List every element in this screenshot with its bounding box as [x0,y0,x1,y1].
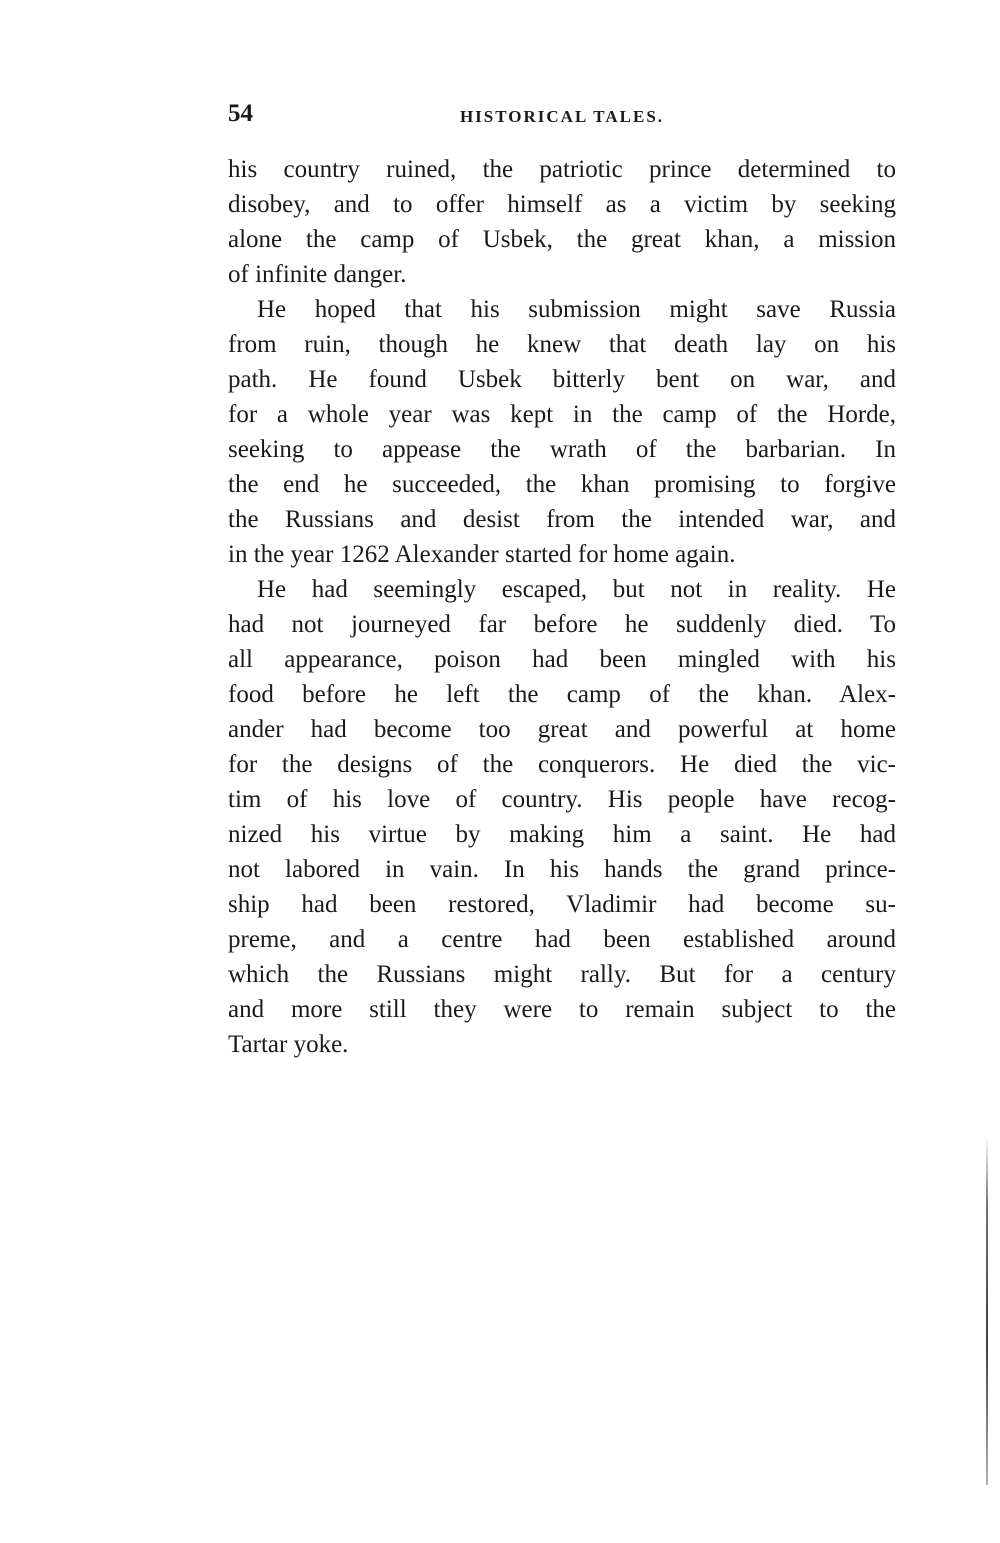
text-line: which the Russians might rally. But for a century [228,961,896,988]
text-line: his country ruined, the patriotic prince determined to [228,156,896,183]
text-line: ander had become too great and powerful at home [228,716,896,743]
text-line: seeking to appease the wrath of the barbarian. In [228,436,896,463]
text-line: from ruin, though he knew that death lay on his [228,331,896,358]
text-line: path. He found Usbek bitterly bent on war, and [228,366,896,393]
text-line: preme, and a centre had been established around [228,926,896,953]
text-line: nized his virtue by making him a saint. He had [228,821,896,848]
text-line: ship had been restored, Vladimir had become su- [228,891,896,918]
text-line: disobey, and to offer himself as a victim by seeking [228,191,896,218]
text-line: for the designs of the conquerors. He died the vic- [228,751,896,778]
text-line: of infinite danger. [228,261,407,288]
scan-edge-line [986,1135,988,1485]
text-line: and more still they were to remain subject to the [228,996,896,1023]
running-head [228,96,896,136]
text-line: in the year 1262 Alexander started for home again. [228,541,736,568]
paragraph [228,572,896,1062]
text-line: He had seemingly escaped, but not in reality. He [257,576,896,603]
text-line: tim of his love of country. His people have recog- [228,786,896,813]
text-line: not labored in vain. In his hands the grand prince- [228,856,896,883]
text-line: all appearance, poison had been mingled with his [228,646,896,673]
text-line: He hoped that his submission might save Russia [257,296,896,323]
text-line: Tartar yoke. [228,1031,349,1058]
text-line: food before he left the camp of the khan. Alex- [228,681,896,708]
text-line: for a whole year was kept in the camp of the Horde, [228,401,896,428]
paragraph [228,292,896,572]
body-text [228,152,896,1062]
text-line: alone the camp of Usbek, the great khan, a mission [228,226,896,253]
running-title: HISTORICAL TALES. [459,107,665,126]
paragraph [228,152,896,292]
text-line: had not journeyed far before he suddenly died. To [228,611,896,638]
text-line: the end he succeeded, the khan promising to forgive [228,471,896,498]
text-line: the Russians and desist from the intended war, and [228,506,896,533]
page-number: 54 [228,100,253,127]
